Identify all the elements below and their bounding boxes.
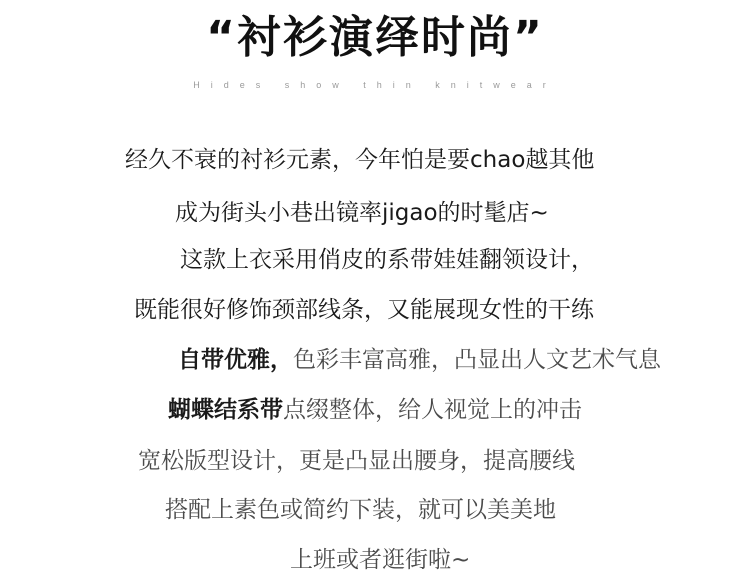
- body-line-7: 宽松版型设计，更是凸显出腰身，提高腰线: [138, 448, 575, 474]
- body-line-6-emphasis: 蝴蝶结系带: [168, 397, 283, 423]
- body-line-5-emphasis: 自带优雅，: [178, 347, 293, 373]
- body-line-4: 既能很好修饰颈部线条，又能展现女性的干练: [134, 297, 594, 323]
- body-line-6: [168, 395, 582, 425]
- body-line-5: [178, 345, 661, 375]
- body-line-3: 这款上衣采用俏皮的系带娃娃翻领设计，: [180, 247, 594, 273]
- page-title: “衬衫演绎时尚”: [206, 12, 544, 63]
- page-subtitle: Hides show thin knitwear: [193, 80, 557, 90]
- body-line-1: 经久不衰的衬衫元素，今年怕是要chao越其他: [125, 147, 595, 173]
- body-line-6-text: 点缀整体，给人视觉上的冲击: [283, 397, 582, 423]
- body-line-2: 成为街头小巷出镜率jigao的时髦店~: [175, 200, 549, 226]
- body-line-8: 搭配上素色或简约下装，就可以美美地: [165, 497, 556, 523]
- body-line-5-text: 色彩丰富高雅，凸显出人文艺术气息: [293, 347, 661, 373]
- body-line-9: 上班或者逛街啦~: [290, 547, 471, 573]
